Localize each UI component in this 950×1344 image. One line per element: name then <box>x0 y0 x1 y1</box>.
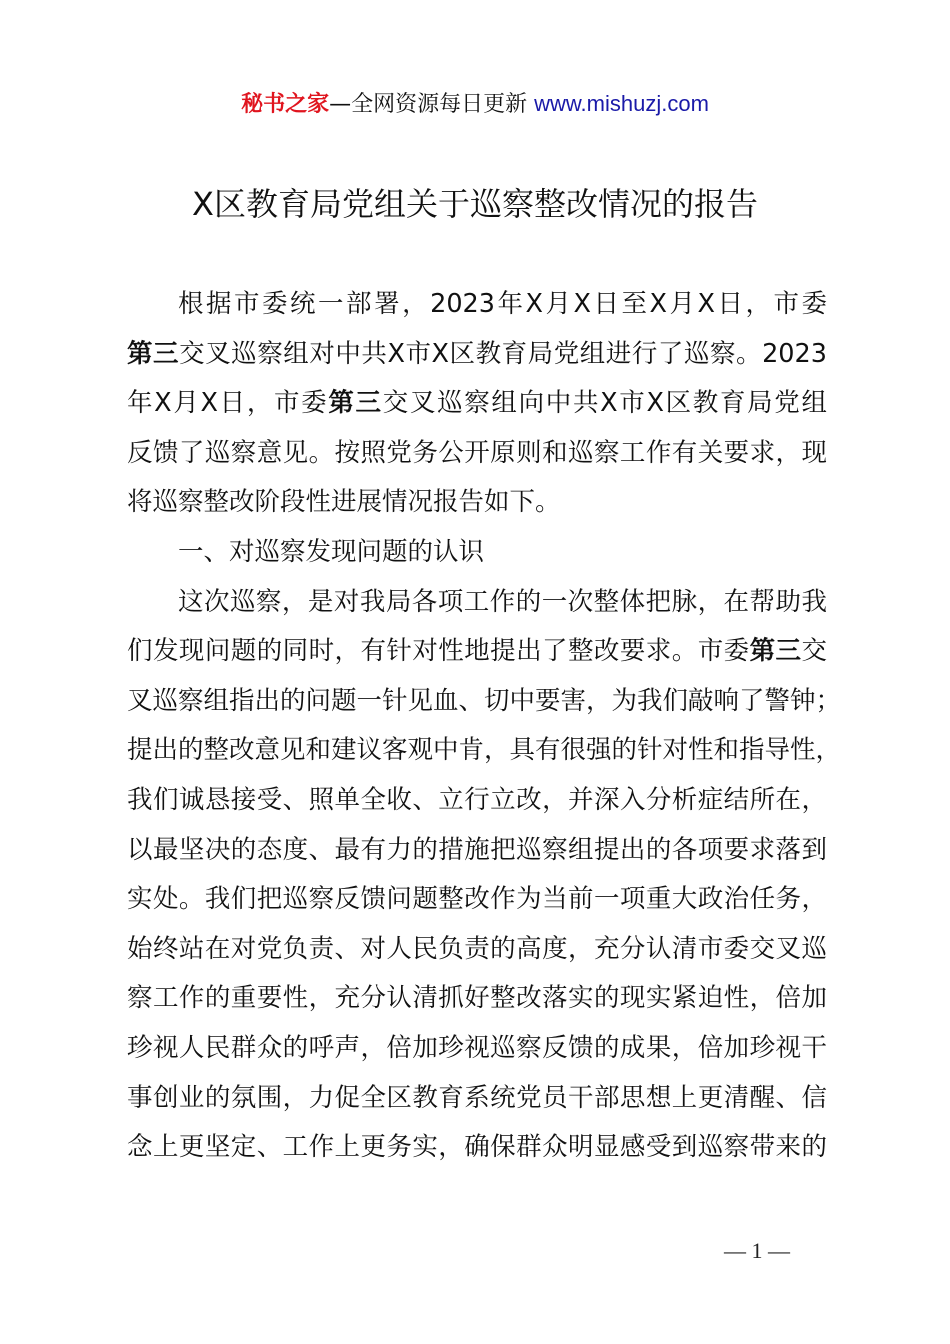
paragraph-2-line-2 <box>127 627 827 677</box>
bold-text: 第三 <box>127 338 180 369</box>
document-title: X区教育局党组关于巡察整改情况的报告 <box>192 185 758 223</box>
paragraph-2-line-1: 这次巡察，是对我局各项工作的一次整体把脉，在帮助我 <box>178 586 827 617</box>
document-body <box>127 280 842 1173</box>
paragraph-1-line-2 <box>127 330 827 380</box>
section-heading-1: 一、对巡察发现问题的认识 <box>178 536 485 567</box>
paragraph-1-line-3 <box>127 379 827 429</box>
paragraph-2-line-3: 叉巡察组指出的问题一针见血、切中要害，为我们敲响了警钟； <box>127 685 842 716</box>
paragraph-2-line-7: 实处。我们把巡察反馈问题整改作为当前一项重大政治任务， <box>127 884 827 915</box>
bold-text: 第三 <box>749 636 802 667</box>
brand-name: 秘书之家 <box>241 92 330 117</box>
paragraph-2-line-4: 提出的整改意见和建议客观中肯，具有很强的针对性和指导性， <box>127 735 842 766</box>
paragraph-2-line-9: 察工作的重要性，充分认清抓好整改落实的现实紧迫性，倍加 <box>127 983 827 1014</box>
paragraph-2-line-11: 事创业的氛围，力促全区教育系统党员干部思想上更清醒、信 <box>127 1082 827 1113</box>
text-run: 年X月X日，市委 <box>127 388 329 419</box>
text-run: 交叉巡察组向中共X市X区教育局党组 <box>382 388 827 419</box>
paragraph-1-line-5: 将巡察整改阶段性进展情况报告如下。 <box>127 487 561 518</box>
page-number: — 1 — <box>724 1238 790 1263</box>
site-header <box>0 88 950 121</box>
paragraph-1-line-4: 反馈了巡察意见。按照党务公开原则和巡察工作有关要求，现 <box>127 437 827 468</box>
paragraph-2-line-12: 念上更坚定、工作上更务实，确保群众明显感受到巡察带来的 <box>127 1132 827 1163</box>
text-run: 交叉巡察组对中共X市X区教育局党组进行了巡察。2023 <box>179 338 827 369</box>
site-url[interactable]: www.mishuzj.com <box>534 91 709 116</box>
paragraph-2-line-8: 始终站在对党负责、对人民负责的高度，充分认清市委交叉巡 <box>127 933 827 964</box>
paragraph-2-line-10: 珍视人民群众的呼声，倍加珍视巡察反馈的成果，倍加珍视干 <box>127 1032 827 1063</box>
paragraph-2-line-6: 以最坚决的态度、最有力的措施把巡察组提出的各项要求落到 <box>127 834 827 865</box>
paragraph-2-line-5: 我们诚恳接受、照单全收、立行立改，并深入分析症结所在， <box>127 784 827 815</box>
bold-text: 第三 <box>328 388 383 419</box>
paragraph-1-line-1: 根据市委统一部署，2023年X月X日至X月X日，市委 <box>178 289 827 319</box>
text-run: 们发现问题的同时，有针对性地提出了整改要求。市委 <box>127 636 750 667</box>
header-tagline: —全网资源每日更新 <box>329 92 535 117</box>
text-run: 交 <box>801 636 827 667</box>
